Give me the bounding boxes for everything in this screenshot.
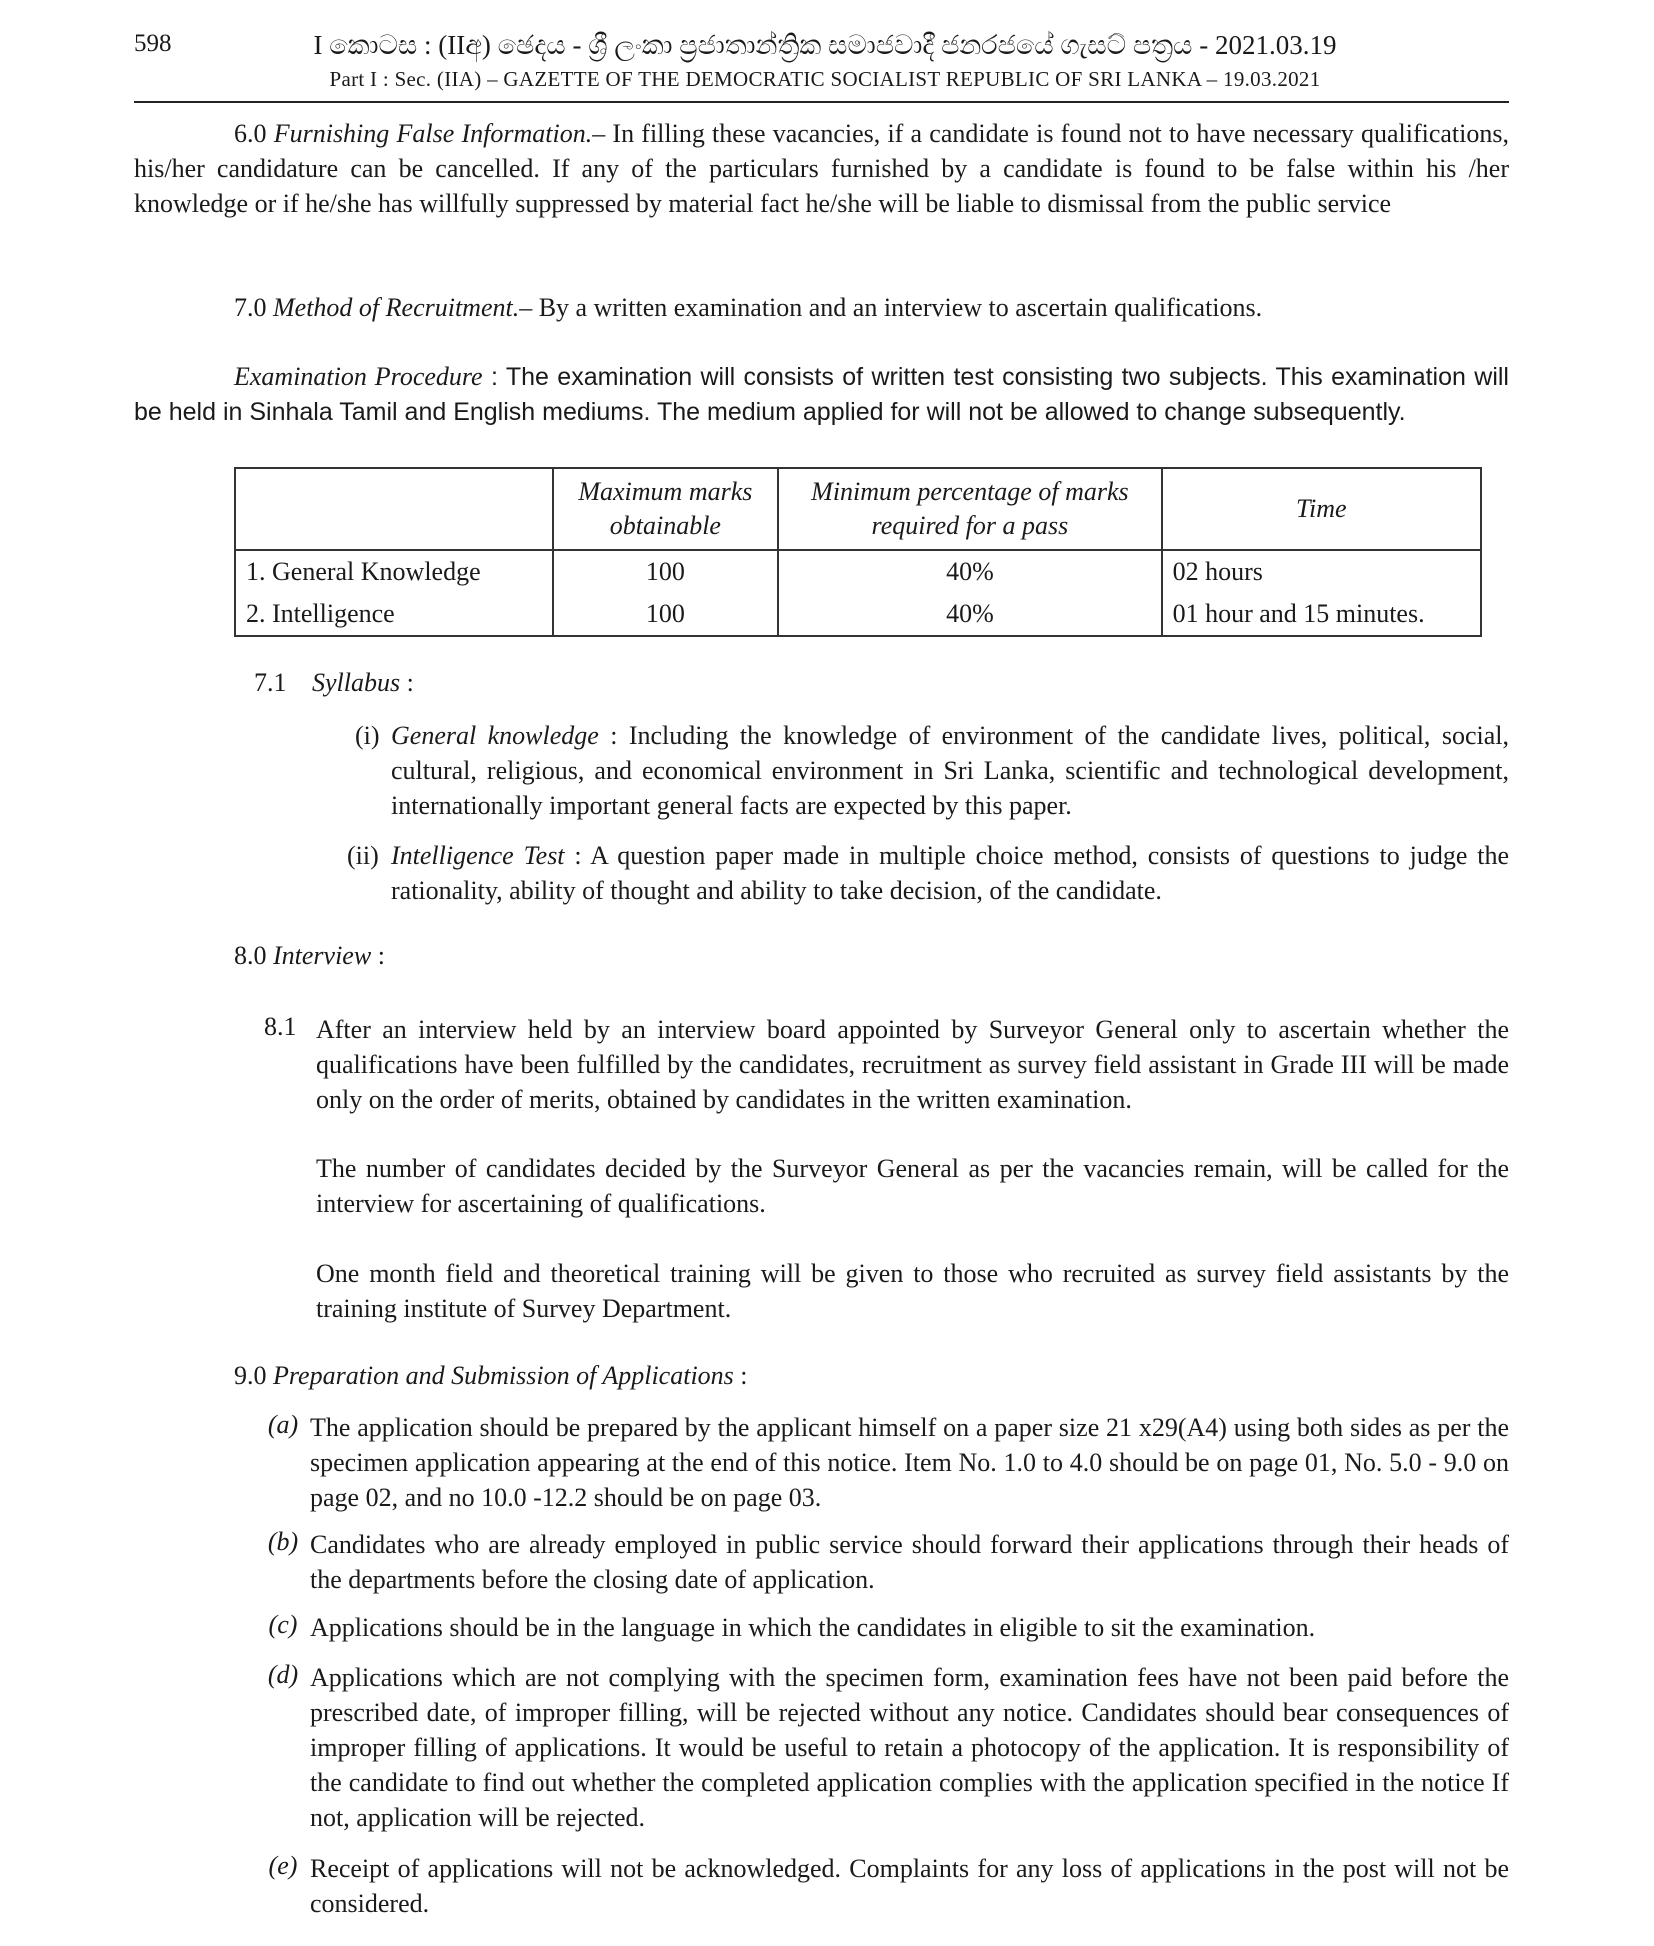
application-item: Applications should be in the language in which the candidates in eligible to sit the examination. (310, 1613, 1316, 1642)
marks-table-header-cell: Minimum percentage of marks required for a pass (778, 468, 1161, 550)
interview-number: 8.0 (234, 941, 267, 970)
syllabus-item-body: : Including the knowledge of environment of the candidate lives, political, social, cultural, religious, and economical environment in Sri Lanka, scientific and technological development, internationally important general facts are expected by this paper. (391, 721, 1509, 820)
applications-title: Preparation and Submission of Applications (273, 1361, 734, 1390)
table-row (235, 550, 1481, 593)
interview-heading (234, 941, 385, 971)
application-item: Candidates who are already employed in public service should forward their applications through their heads of the departments before the closing date of application. (310, 1530, 1509, 1594)
examination-procedure-paragraph (134, 359, 1509, 430)
syllabus-item-body: : A question paper made in multiple choice method, consists of questions to judge the rationality, ability of thought and ability to take decision, of the candidate. (391, 841, 1510, 905)
applications-number: 9.0 (234, 1361, 267, 1390)
section-6-heading: Furnishing False Information.– (273, 119, 606, 148)
application-item-letter: c (277, 1610, 289, 1639)
application-item-letter: b (276, 1527, 290, 1556)
syllabus-heading (254, 668, 414, 698)
syllabus-number: 7.1 (254, 668, 287, 697)
examination-procedure-body: : The examination will consists of written test consisting two subjects. This examination will be held in Sinhala Tamil and English mediums. The medium applied for will not be allowed to change subsequently. (134, 363, 1509, 426)
applications-heading (234, 1361, 748, 1391)
syllabus-title: Syllabus (312, 668, 401, 697)
page-number: 598 (134, 30, 172, 57)
header-title-sinhala: I කොටස : (IIඅ) ඡෙදය - ශ්‍රී ලංකා ප්‍රජාතාන්ත්‍රික සමාජවාදී ජනරජයේ ගැසට් පත්‍රය - 2021.03.19 (313, 30, 1337, 60)
table-row (235, 593, 1481, 636)
marks-table-header-cell: Time (1162, 468, 1481, 550)
interview-paragraph: One month field and theoretical training will be given to those who recruited as survey field assistants by the training institute of Survey Department. (316, 1259, 1509, 1323)
application-item-label: (a) (267, 1410, 299, 1439)
syllabus-colon: : (400, 668, 414, 697)
application-item: Applications which are not complying with the specimen form, examination fees have not been paid before the prescribed date, of improper filling, will be rejected without any notice. Candidates should bear consequences of improper filling of applications. It would be useful to retain a photocopy of the application. It is responsibility of the candidate to find out whether the completed application complies with the application specified in the notice If not, application will be rejected. (310, 1663, 1509, 1832)
application-item-letter: e (277, 1851, 289, 1880)
min-percentage-cell: 40% (778, 550, 1161, 593)
syllabus-item-label: (ii) (347, 841, 379, 870)
max-marks-cell: 100 (553, 550, 779, 593)
time-cell: 02 hours (1162, 550, 1481, 593)
min-percentage-cell: 40% (778, 593, 1161, 636)
section-7-heading: Method of Recruitment.– (273, 293, 533, 322)
syllabus-item-title: General knowledge (391, 721, 599, 750)
marks-table-header-cell: Maximum marks obtainable (553, 468, 779, 550)
application-item-letter: d (276, 1660, 290, 1689)
application-item-label: (d) (267, 1660, 299, 1689)
application-item-label: (c) (268, 1610, 298, 1639)
marks-table-header-cell (235, 468, 553, 550)
syllabus-item-label: (i) (355, 721, 380, 750)
examination-procedure-heading: Examination Procedure (234, 362, 483, 391)
applications-colon: : (733, 1361, 748, 1390)
section-6-body: In filling these vacancies, if a candidate is found not to have necessary qualifications, his/her candidature can be cancelled. If any of the particulars furnished by a candidate is found to be false within his /her knowledge or if he/she has willfully suppressed by material fact he/she will be liable to dismissal from the public service (134, 119, 1509, 218)
application-item-label: (e) (268, 1851, 298, 1880)
section-6-paragraph (134, 116, 1509, 221)
application-item: The application should be prepared by the applicant himself on a paper size 21 x29(A4) using both sides as per the specimen application appearing at the end of this notice. Item No. 1.0 to 4.0 should be on page 01, No. 5.0 - 9.0 on page 02, and no 10.0 -12.2 should be on page 03. (310, 1413, 1509, 1512)
time-cell: 01 hour and 15 minutes. (1162, 593, 1481, 636)
subject-cell: 1. General Knowledge (235, 550, 553, 593)
section-6-number: 6.0 (234, 119, 267, 148)
header-divider (134, 101, 1509, 103)
interview-title: Interview (273, 941, 372, 970)
application-item: Receipt of applications will not be acknowledged. Complaints for any loss of applications in the post will not be considered. (310, 1854, 1509, 1918)
syllabus-item-general-knowledge (355, 718, 1509, 823)
section-7-body: By a written examination and an interview to ascertain qualifications. (538, 293, 1263, 322)
interview-paragraph: The number of candidates decided by the Surveyor General as per the vacancies remain, will be called for the interview for ascertaining of qualifications. (316, 1154, 1509, 1218)
max-marks-cell: 100 (553, 593, 779, 636)
application-item-letter: a (276, 1410, 290, 1439)
interview-paragraph: After an interview held by an interview board appointed by Surveyor General only to ascertain whether the qualifications have been fulfilled by the candidates, recruitment as survey field assistant in Grade III will be made only on the order of merits, obtained by candidates in the written examination. (316, 1015, 1509, 1114)
header-subtitle: Part I : Sec. (IIA) – GAZETTE OF THE DEMOCRATIC SOCIALIST REPUBLIC OF SRI LANKA – 19.03.2021 (329, 67, 1321, 91)
application-item-label: (b) (267, 1527, 299, 1556)
section-7-paragraph (234, 290, 1509, 325)
interview-colon: : (371, 941, 385, 970)
syllabus-item-title: Intelligence Test (391, 841, 565, 870)
marks-table (234, 467, 1482, 637)
marks-table-header-row (235, 468, 1481, 550)
subject-cell: 2. Intelligence (235, 593, 553, 636)
interview-sub-number: 8.1 (264, 1012, 297, 1041)
syllabus-item-intelligence-test (347, 838, 1510, 908)
section-7-number: 7.0 (234, 293, 267, 322)
